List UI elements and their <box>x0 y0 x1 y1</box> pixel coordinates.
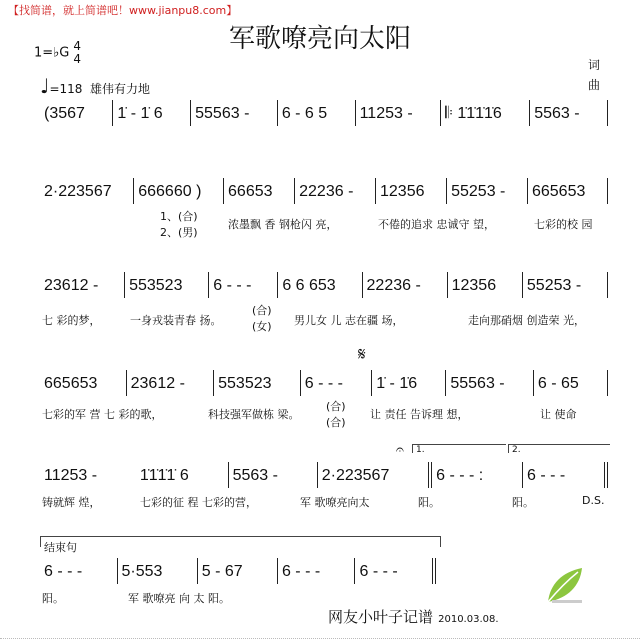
measure: 2·223567 <box>318 462 432 488</box>
verse-label: 1、(合) <box>160 210 198 223</box>
measure: 5563 - <box>530 100 608 126</box>
lyricist: 词 <box>588 58 601 72</box>
lyric: 男儿女 儿 志在疆 场， <box>294 314 404 327</box>
measure: 55563 - <box>191 100 278 126</box>
lyric: 让 使命 <box>540 408 577 421</box>
tempo-value: =118 <box>49 82 83 96</box>
measure: 6 - 65 <box>534 370 608 396</box>
time-den: 4 <box>73 52 82 66</box>
measure: 12356 <box>376 178 447 204</box>
measure: 11253 - <box>356 100 442 126</box>
staff-line-1 <box>40 100 608 126</box>
measure: 22236 - <box>363 272 448 298</box>
song-title: 军歌嘹亮向太阳 <box>228 24 411 54</box>
measure: 6 6 653 <box>278 272 362 298</box>
leaf-logo-icon <box>544 566 584 606</box>
lyric: 浓墨飘 香 钢枪闪 亮， <box>228 218 338 231</box>
verse-label: 2、(男) <box>160 226 198 239</box>
measure: 1̇1̇1̇1̇ 6 <box>136 462 229 488</box>
measure: 665653 <box>40 370 127 396</box>
measure: 6 - - - <box>301 370 372 396</box>
measure: 22236 - <box>295 178 376 204</box>
lyric: 七彩的校 园 <box>534 218 593 231</box>
key-label: 1=♭G <box>34 45 70 61</box>
lyric: 铸就辉 煌， <box>42 496 101 509</box>
staff-line-6 <box>40 558 436 584</box>
lyric: 七 彩的梦， <box>42 314 101 327</box>
composer: 曲 <box>588 78 601 92</box>
measure: 𝄆 1̇1̇1̇1̇6 <box>441 100 530 126</box>
fermata-icon: 𝄐 <box>396 442 404 458</box>
expression: 雄伟有力地 <box>90 82 151 96</box>
segno-icon: 𝄋 <box>358 344 366 365</box>
verse-label: (女) <box>252 320 272 333</box>
site-header[interactable]: 【找简谱，就上简谱吧！www.jianpu8.com】 <box>8 4 238 17</box>
measure: 5 - 67 <box>198 558 278 584</box>
lyric: 阳。 <box>418 496 440 509</box>
measure: 6 - - - <box>40 558 118 584</box>
ds-mark: D.S. <box>582 494 605 507</box>
measure: 23612 - <box>40 272 125 298</box>
key-signature <box>34 40 81 66</box>
signature <box>328 606 499 627</box>
measure: 55253 - <box>523 272 608 298</box>
lyric: 不倦的追求 忠诚守 望， <box>378 218 495 231</box>
measure: 12356 <box>448 272 523 298</box>
lyric: 军 歌嘹亮向太 <box>300 496 370 509</box>
measure: 665653 <box>528 178 608 204</box>
date: 2010.03.08. <box>438 614 499 625</box>
staff-line-4 <box>40 370 608 396</box>
measure: 5563 - <box>229 462 318 488</box>
measure: 11253 - <box>44 467 98 484</box>
time-signature <box>73 40 81 66</box>
lyric: 让 责任 告诉理 想， <box>370 408 469 421</box>
volta-1: 1. <box>412 444 506 453</box>
measure: 2·223567 <box>40 178 134 204</box>
staff-line-3 <box>40 272 608 298</box>
tempo-mark <box>40 74 150 98</box>
measure: 553523 <box>214 370 301 396</box>
measure: 55253 - <box>447 178 528 204</box>
measure: 1̇ - 1̇6 <box>372 370 446 396</box>
lyric: 科技强军做栋 梁。 <box>208 408 300 421</box>
divider <box>0 638 640 639</box>
measure: 5·553 <box>118 558 198 584</box>
verse-label: (合) <box>326 416 346 429</box>
measure: 55563 - <box>446 370 534 396</box>
quarter-note-icon: ♩ <box>40 74 50 98</box>
measure: 6 - - - : <box>432 462 523 488</box>
measure: 6 - - - <box>355 558 436 584</box>
measure: 6 - 6 5 <box>278 100 356 126</box>
lyric: 阳。 <box>42 592 64 605</box>
lyric: 一身戎装青春 扬。 <box>130 314 222 327</box>
lyric: 阳。 <box>512 496 534 509</box>
coda-bracket: 结束句 <box>40 536 441 547</box>
lyric: 走向那硝烟 创造荣 光， <box>468 314 585 327</box>
measure: 553523 <box>125 272 209 298</box>
measure: 1̇ - 1̇ 6 <box>113 100 191 126</box>
measure: (3567 <box>40 100 113 126</box>
lyric: 七彩的军 营 七 彩的歌， <box>42 408 163 421</box>
verse-label: (合) <box>252 304 272 317</box>
volta-2: 2. <box>508 444 610 453</box>
measure: 23612 - <box>127 370 215 396</box>
verse-label: (合) <box>326 400 346 413</box>
staff-line-5 <box>40 462 608 488</box>
staff-line-2 <box>40 178 608 204</box>
transcriber: 网友小叶子记谱 <box>328 608 434 626</box>
measure: 666660 ) <box>134 178 224 204</box>
measure: 66653 <box>224 178 295 204</box>
measure: 6 - - - <box>278 558 356 584</box>
measure: 6 - - - <box>209 272 278 298</box>
lyric: 七彩的征 程 七彩的营， <box>140 496 257 509</box>
measure: 6 - - - <box>523 462 608 488</box>
time-num: 4 <box>73 39 82 53</box>
lyric: 军 歌嘹亮 向 太 阳。 <box>128 592 230 605</box>
